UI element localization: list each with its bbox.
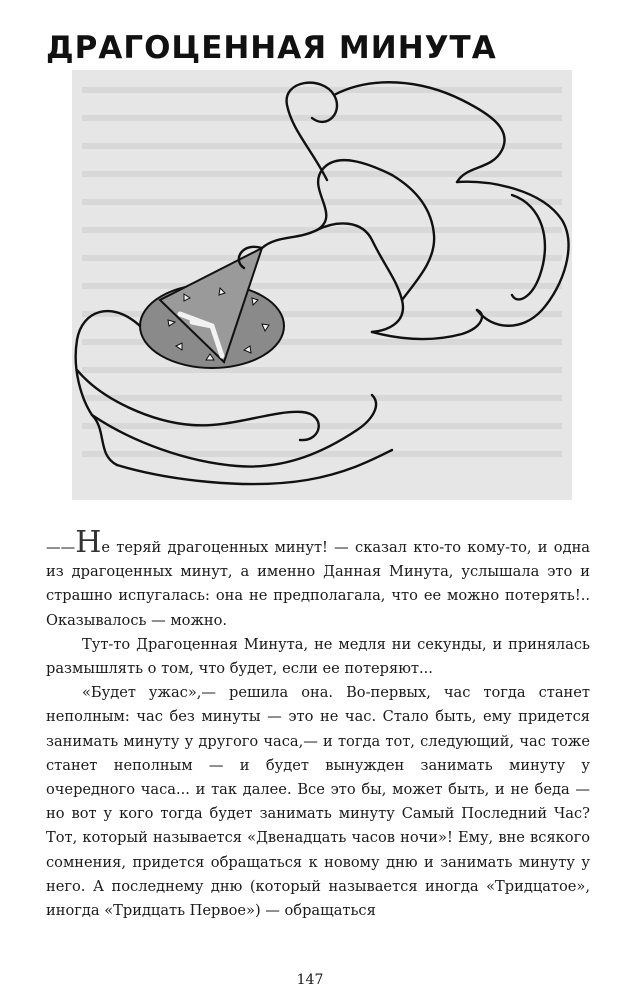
paragraph-1	[46, 525, 590, 633]
clock-pitcher-illustration-icon	[72, 70, 572, 500]
paragraph-3: «Будет ужас»,— решила она. Во-первых, час тогда станет неполным: час без минуты — это не час. Стало быть, ему придется занимать минуту у другого часа,— и тогда тот, следующий, час тоже станет неполным — и будет вынужден занимать минуту у очередного часа... и так далее. Все это бы, может быть, и не беда — но вот у кого тогда будет занимать минуту Самый Последний Час? Тот, который называется «Двенадцать часов ночи»! Ему, вне всякого сомнения, придется обращаться к новому дню и занимать минуту у него. А последнему дню (который называется иногда «Тридцатое», иногда «Тридцать Первое») — обращаться	[46, 684, 590, 920]
dash: ——	[46, 539, 76, 556]
page-number: 147	[296, 972, 324, 988]
drop-cap: Н	[75, 525, 102, 560]
paragraph-1-text: е теряй драгоценных минут! — сказал кто-то кому-то, и одна из драгоценных минут, а именно Данная Минута, услышала это и страшно испугалась: она не предполагала, что ее можно потерять!.. Оказывалось — можно.	[46, 539, 590, 629]
page-title: ДРАГОЦЕННАЯ МИНУТА	[46, 30, 497, 66]
paragraph-2: Тут-то Драгоценная Минута, не медля ни секунды, и принялась размышлять о том, что будет, если ее потеряют...	[46, 635, 590, 678]
body-text	[46, 525, 590, 923]
